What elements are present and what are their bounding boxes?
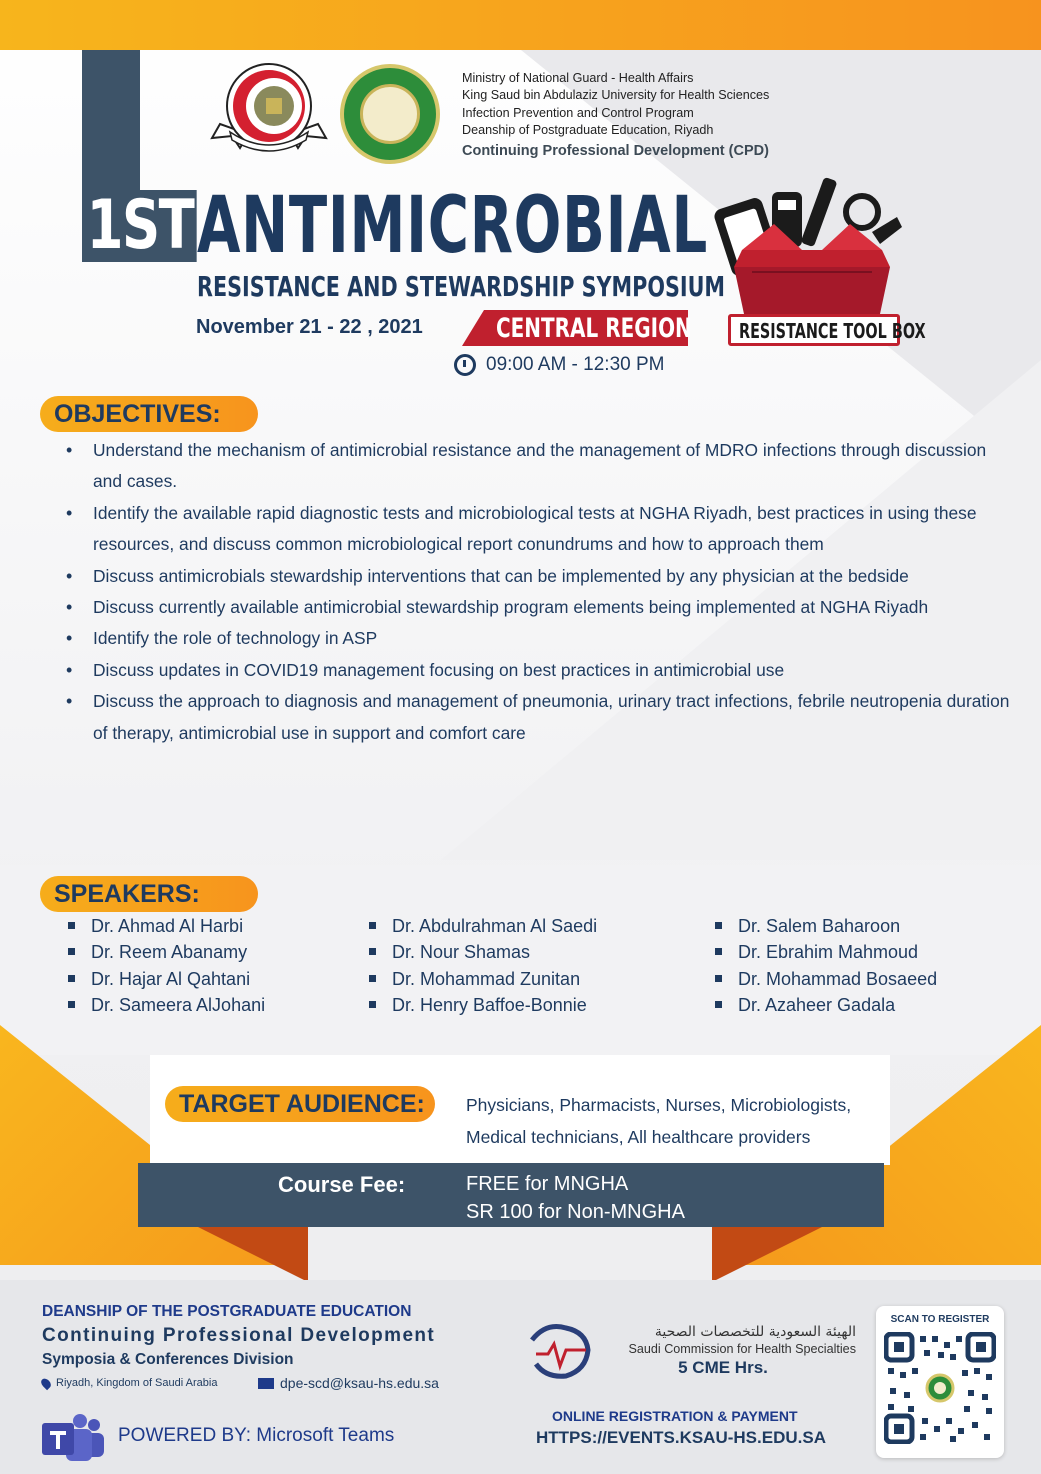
audience-heading-pill bbox=[165, 1086, 435, 1122]
speakers-column-2 bbox=[367, 913, 597, 1019]
header-logos bbox=[210, 62, 450, 162]
fee-ribbon-fold bbox=[198, 1227, 308, 1282]
speaker-name: Dr. Henry Baffoe-Bonnie bbox=[367, 992, 597, 1018]
speakers-column-3 bbox=[713, 913, 937, 1019]
qr-card bbox=[876, 1306, 1004, 1458]
list-item: • Discuss updates in COVID19 management focusing on best practices in antimicrobial use bbox=[66, 655, 1011, 686]
objectives-heading: OBJECTIVES: bbox=[54, 400, 221, 428]
footer-email[interactable] bbox=[258, 1375, 439, 1391]
audience-heading: TARGET AUDIENCE: bbox=[179, 1090, 425, 1118]
fee-ribbon-fold bbox=[712, 1227, 822, 1282]
event-date: November 21 - 22 , 2021 bbox=[196, 316, 423, 338]
fee-line: FREE for MNGHA bbox=[466, 1173, 629, 1195]
speaker-name: Dr. Abdulrahman Al Saedi bbox=[367, 913, 597, 939]
title-subtitle: RESISTANCE AND STEWARDSHIP SYMPOSIUM bbox=[197, 270, 726, 303]
list-item: • Discuss antimicrobials stewardship interventions that can be implemented by any physician at the bedside bbox=[66, 561, 1011, 592]
footer-deanship: DEANSHIP OF THE POSTGRADUATE EDUCATION bbox=[42, 1303, 412, 1320]
powered-by: POWERED BY: Microsoft Teams bbox=[118, 1425, 395, 1446]
email-text[interactable]: dpe-scd@ksau-hs.edu.sa bbox=[280, 1375, 439, 1391]
location-pin-icon bbox=[39, 1376, 52, 1389]
ksau-hs-logo-icon bbox=[340, 64, 440, 164]
cpd-line: Continuing Professional Development (CPD) bbox=[462, 142, 769, 159]
speaker-name: Dr. Ahmad Al Harbi bbox=[66, 913, 265, 939]
footer-cpd: Continuing Professional Development bbox=[42, 1325, 436, 1346]
fee-label: Course Fee: bbox=[278, 1172, 406, 1197]
mail-icon bbox=[258, 1378, 274, 1389]
cme-hours: 5 CME Hrs. bbox=[678, 1358, 768, 1377]
speaker-name: Dr. Nour Shamas bbox=[367, 939, 597, 965]
objectives-heading-pill bbox=[40, 396, 258, 432]
objectives-list bbox=[66, 435, 1011, 749]
title-main: ANTIMICROBIAL bbox=[197, 181, 708, 271]
speaker-name: Dr. Ebrahim Mahmoud bbox=[713, 939, 937, 965]
footer-division: Symposia & Conferences Division bbox=[42, 1351, 294, 1368]
fee-values bbox=[466, 1170, 685, 1226]
audience-line: Physicians, Pharmacists, Nurses, Microbiologists, bbox=[466, 1095, 852, 1115]
title-ordinal: 1ST bbox=[82, 190, 196, 262]
region-label: CENTRAL REGION bbox=[496, 313, 692, 344]
clock-icon bbox=[454, 354, 476, 376]
top-orange-bar bbox=[0, 0, 1041, 50]
speaker-name: Dr. Azaheer Gadala bbox=[713, 992, 937, 1018]
list-item: • Discuss currently available antimicrobial stewardship program elements being implemented at NGHA Riyadh bbox=[66, 592, 1011, 623]
time-label: 09:00 AM - 12:30 PM bbox=[486, 354, 665, 375]
org-line: Ministry of National Guard - Health Affairs bbox=[462, 71, 694, 85]
event-time bbox=[454, 354, 665, 376]
speaker-name: Dr. Sameera AlJohani bbox=[66, 992, 265, 1018]
speakers-column-1 bbox=[66, 913, 265, 1019]
toolbox-label-box bbox=[728, 314, 926, 346]
speaker-name: Dr. Mohammad Zunitan bbox=[367, 966, 597, 992]
scfhs-english-name: Saudi Commission for Health Specialties bbox=[628, 1342, 856, 1356]
scfhs-logo-icon bbox=[526, 1320, 594, 1380]
registration-label: ONLINE REGISTRATION & PAYMENT bbox=[552, 1408, 798, 1424]
footer-location bbox=[42, 1377, 217, 1389]
list-item: • Identify the available rapid diagnostic tests and microbiological tests at NGHA Riyadh, best practices in using these resources, and discuss common microbiological report conundrums and how to approach them bbox=[66, 498, 1011, 561]
scfhs-arabic-name: الهيئة السعودية للتخصصات الصحية bbox=[654, 1324, 856, 1340]
fee-line: SR 100 for Non-MNGHA bbox=[466, 1201, 685, 1223]
list-item: • Understand the mechanism of antimicrobial resistance and the management of MDRO infections through discussion and cases. bbox=[66, 435, 1011, 498]
speaker-name: Dr. Salem Baharoon bbox=[713, 913, 937, 939]
national-guard-logo-icon bbox=[210, 62, 328, 157]
speaker-name: Dr. Reem Abanamy bbox=[66, 939, 265, 965]
speakers-heading: SPEAKERS: bbox=[54, 880, 200, 908]
toolbox-graphic bbox=[712, 172, 926, 347]
location-text: Riyadh, Kingdom of Saudi Arabia bbox=[56, 1377, 218, 1389]
speaker-name: Dr. Hajar Al Qahtani bbox=[66, 966, 265, 992]
qr-label: SCAN TO REGISTER bbox=[890, 1314, 990, 1325]
list-item: • Discuss the approach to diagnosis and management of pneumonia, urinary tract infections, febrile neutropenia duration of therapy, antimicrobial use in support and comfort care bbox=[66, 686, 1011, 749]
speakers-heading-pill bbox=[40, 876, 258, 912]
registration-link[interactable]: HTTPS://EVENTS.KSAU-HS.EDU.SA bbox=[536, 1428, 826, 1447]
organization-lines bbox=[462, 70, 832, 160]
speaker-name: Dr. Mohammad Bosaeed bbox=[713, 966, 937, 992]
toolbox-label: RESISTANCE TOOL BOX bbox=[739, 319, 926, 343]
org-line: Infection Prevention and Control Program bbox=[462, 105, 694, 120]
org-line: King Saud bin Abdulaziz University for Health Sciences bbox=[462, 88, 770, 103]
audience-text bbox=[466, 1090, 926, 1153]
toolbox-icon bbox=[712, 172, 912, 317]
microsoft-teams-icon bbox=[42, 1413, 106, 1463]
qr-code-icon[interactable] bbox=[884, 1332, 996, 1444]
org-line: Deanship of Postgraduate Education, Riyadh bbox=[462, 123, 714, 138]
region-banner bbox=[462, 310, 692, 346]
list-item: • Identify the role of technology in ASP bbox=[66, 623, 1011, 654]
audience-line: Medical technicians, All healthcare providers bbox=[466, 1126, 811, 1147]
